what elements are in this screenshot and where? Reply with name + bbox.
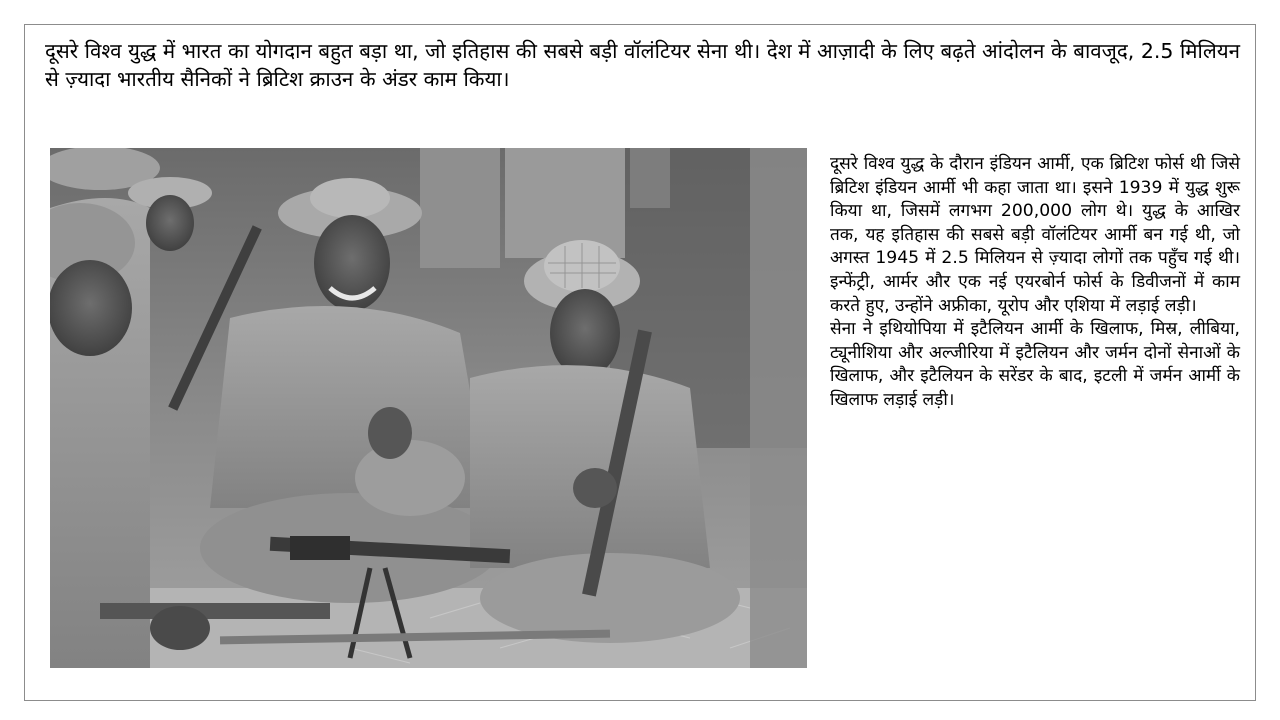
- body-text: [830, 153, 1240, 413]
- slide-heading: दूसरे विश्व युद्ध में भारत का योगदान बहुत बड़ा था, जो इतिहास की सबसे बड़ी वॉलंटियर सेना थी। देश में आज़ादी के लिए बढ़ते आंदोलन के बावजूद, 2.5 मिलियन से ज़्यादा भारतीय सैनिकों ने ब्रिटिश क्राउन के अंडर काम किया।: [45, 39, 1240, 91]
- slide: [24, 24, 1256, 701]
- paragraph-1: दूसरे विश्व युद्ध के दौरान इंडियन आर्मी, एक ब्रिटिश फोर्स थी जिसे ब्रिटिश इंडियन आर्मी भी कहा जाता था। इसने 1939 में युद्ध शुरू किया था, जिसमें लगभग 200,000 लोग थे। युद्ध के आखिर तक, यह इतिहास की सबसे बड़ी वॉलंटियर आर्मी बन गई थी, जो अगस्त 1945 में 2.5 मिलियन से ज़्यादा लोगों तक पहुँच गई थी। इन्फेंट्री, आर्मर और एक नई एयरबोर्न फोर्स के डिवीजनों में काम करते हुए, उन्होंने अफ्रीका, यूरोप और एशिया में लड़ाई लड़ी।: [830, 154, 1240, 316]
- paragraph-2: सेना ने इथियोपिया में इटैलियन आर्मी के खिलाफ, मिस्र, लीबिया, ट्यूनीशिया और अल्जीरिया में इटैलियन और जर्मन दोनों सेनाओं के खिलाफ, और इटैलियन के सरेंडर के बाद, इटली में जर्मन आर्मी के खिलाफ लड़ाई लड़ी।: [830, 319, 1240, 410]
- soldiers-photo: [50, 148, 807, 668]
